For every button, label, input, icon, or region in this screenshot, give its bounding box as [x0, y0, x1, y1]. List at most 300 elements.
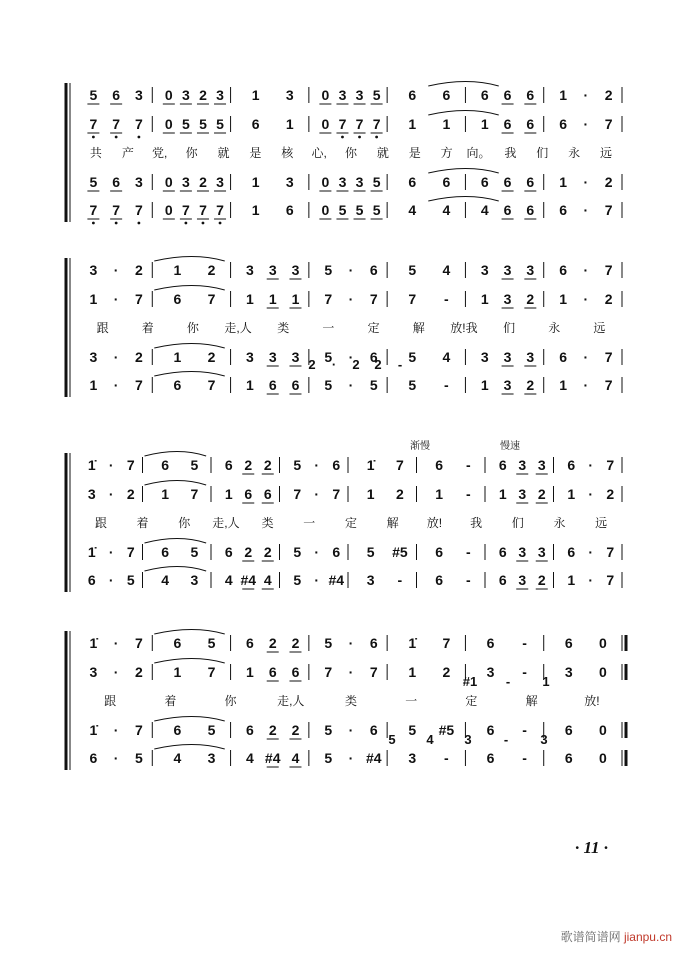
- note: 6: [173, 635, 182, 651]
- note: 1: [408, 664, 417, 680]
- watermark-url: jianpu.cn: [623, 930, 672, 944]
- note: 3: [503, 291, 512, 307]
- lyric-syllable: 你: [344, 146, 358, 160]
- note: 6: [567, 544, 576, 560]
- note: 1: [161, 486, 170, 502]
- note: 6: [161, 457, 170, 473]
- note: 3: [246, 349, 254, 365]
- note: 3: [518, 544, 527, 560]
- note: 3: [135, 174, 143, 190]
- divisi-note: 5: [388, 732, 396, 747]
- note: 1: [480, 291, 489, 307]
- note: 6: [480, 87, 489, 103]
- slur: [154, 630, 224, 635]
- note: ·: [113, 722, 119, 738]
- note: 5: [181, 116, 190, 132]
- note: ·: [348, 722, 354, 738]
- note: 7: [89, 202, 98, 218]
- note: 6: [285, 202, 294, 218]
- note: 2: [199, 87, 207, 103]
- note: 7: [112, 202, 121, 218]
- note: 1: [89, 291, 98, 307]
- note: #4: [264, 750, 281, 766]
- note: 7: [604, 262, 613, 278]
- note: 5: [408, 377, 417, 393]
- note: 1: [559, 377, 567, 393]
- lyric-syllable: 是: [408, 146, 421, 160]
- low-octave-dot: [375, 136, 378, 139]
- note: 2: [537, 486, 546, 502]
- note: 6: [332, 544, 341, 560]
- note: 5: [135, 750, 143, 766]
- note: 7: [199, 202, 207, 218]
- note: 6: [161, 544, 170, 560]
- note: 7: [369, 664, 378, 680]
- note: 7: [112, 116, 121, 132]
- note: 0: [321, 202, 330, 218]
- note: -: [522, 722, 527, 738]
- note: 1: [480, 116, 489, 132]
- note: 3: [486, 664, 495, 680]
- note: ·: [348, 349, 354, 365]
- lyric-syllable: 跟: [94, 516, 107, 530]
- note: 4: [291, 750, 300, 766]
- divisi-note: 2: [308, 357, 316, 372]
- note: 5: [199, 116, 207, 132]
- note: 6: [246, 722, 254, 738]
- note: 1: [173, 262, 182, 278]
- note: ·: [113, 635, 119, 651]
- note: 4: [224, 572, 233, 588]
- note: 5: [366, 544, 375, 560]
- note: 0: [321, 116, 330, 132]
- note: 5: [324, 722, 333, 738]
- note: 0: [164, 174, 173, 190]
- note: 3: [268, 262, 277, 278]
- note: ·: [108, 457, 114, 473]
- note: ·: [108, 572, 114, 588]
- lyric-syllable: 你: [224, 694, 237, 708]
- note: 0: [164, 116, 173, 132]
- note: #5: [392, 544, 408, 560]
- note: 6: [173, 291, 182, 307]
- divisi-note: #1: [462, 674, 478, 689]
- note: 7: [324, 664, 333, 680]
- note: 2: [604, 174, 613, 190]
- lyric-syllable: 走,人: [224, 321, 252, 335]
- note: 6: [251, 116, 260, 132]
- note: 5: [408, 722, 417, 738]
- slur: [154, 659, 224, 664]
- note: 7: [606, 572, 615, 588]
- note: 3: [338, 174, 347, 190]
- note: -: [466, 572, 471, 588]
- divisi-note: 2: [374, 357, 382, 372]
- note: 1: [435, 486, 444, 502]
- watermark: [561, 928, 672, 945]
- lyric-syllable: 永: [553, 516, 566, 530]
- note: 3: [87, 486, 96, 502]
- note: 1: [498, 486, 507, 502]
- note: 7: [372, 116, 381, 132]
- low-octave-dot: [115, 136, 118, 139]
- note: 6: [268, 664, 277, 680]
- note: 4: [442, 349, 451, 365]
- low-octave-dot: [358, 136, 361, 139]
- note: 5: [126, 572, 135, 588]
- note: 0: [599, 750, 607, 766]
- note: ·: [314, 486, 320, 502]
- note: 0: [321, 174, 330, 190]
- note: -: [397, 572, 403, 588]
- note: 5: [324, 377, 333, 393]
- note: 1: [246, 377, 254, 393]
- note: ·: [588, 486, 594, 502]
- note: 6: [87, 572, 96, 588]
- slur: [145, 539, 207, 544]
- note: 3: [190, 572, 199, 588]
- note: 2: [442, 664, 451, 680]
- note: 1̇: [408, 635, 417, 651]
- note: 5: [324, 262, 333, 278]
- note: 6: [498, 544, 507, 560]
- note: ·: [314, 544, 320, 560]
- lyric-syllable: 永: [568, 146, 581, 160]
- slur: [428, 197, 498, 202]
- lyric-syllable: 向。: [466, 146, 491, 160]
- low-octave-dot: [92, 136, 95, 139]
- divisi-note: 2: [352, 357, 360, 372]
- note: 3: [518, 486, 527, 502]
- note: 1: [246, 291, 254, 307]
- note: -: [444, 750, 449, 766]
- note: 1: [251, 202, 260, 218]
- note: 6: [369, 262, 378, 278]
- note: 7: [216, 202, 224, 218]
- note: 3: [526, 349, 535, 365]
- lyric-syllable: 你: [185, 146, 198, 160]
- note: 6: [486, 750, 495, 766]
- note: 6: [244, 486, 253, 502]
- note: 7: [606, 457, 615, 473]
- note: 5: [372, 202, 381, 218]
- note: 6: [268, 377, 277, 393]
- slur: [154, 745, 224, 750]
- note: ·: [348, 291, 354, 307]
- lyric-syllable: 永: [548, 321, 561, 335]
- note: 7: [604, 116, 613, 132]
- note: 5: [408, 349, 417, 365]
- note: 3: [355, 174, 364, 190]
- note: 7: [190, 486, 199, 502]
- note: 7: [126, 457, 135, 473]
- note: 4: [408, 202, 417, 218]
- note: 6: [263, 486, 272, 502]
- note: 5: [89, 87, 98, 103]
- lyric-syllable: 你: [186, 321, 199, 335]
- note: 7: [207, 291, 216, 307]
- lyric-syllable: 一: [303, 516, 316, 530]
- note: 0: [599, 722, 607, 738]
- note: 1̇: [87, 457, 96, 473]
- note: ·: [348, 750, 354, 766]
- note: 6: [567, 457, 576, 473]
- note: ·: [583, 291, 589, 307]
- note: ·: [348, 377, 354, 393]
- note: 7: [606, 544, 615, 560]
- note: 5: [372, 174, 381, 190]
- note: 1: [246, 664, 254, 680]
- lyric-syllable: 类: [261, 516, 274, 530]
- slur: [428, 169, 498, 174]
- note: 6: [435, 544, 444, 560]
- note: 7: [324, 291, 333, 307]
- note: 7: [135, 291, 143, 307]
- lyric-syllable: 定: [367, 321, 380, 335]
- note: 3: [355, 87, 364, 103]
- low-octave-dot: [202, 222, 205, 225]
- note: 5: [293, 457, 302, 473]
- note: 2: [537, 572, 546, 588]
- note: 1: [559, 87, 567, 103]
- note: 1̇: [87, 544, 96, 560]
- note: 6: [435, 572, 444, 588]
- note: 2: [604, 291, 613, 307]
- note: 6: [526, 202, 535, 218]
- note: 1̇: [366, 457, 375, 473]
- note: 1: [173, 349, 182, 365]
- note: 0: [164, 202, 173, 218]
- lyric-syllable: 们: [536, 146, 549, 160]
- note: 3: [338, 87, 347, 103]
- note: 7: [135, 635, 143, 651]
- note: 7: [181, 202, 190, 218]
- note: 7: [369, 291, 378, 307]
- note: 3: [181, 87, 190, 103]
- slur: [154, 344, 224, 349]
- note: ·: [113, 664, 119, 680]
- note: 7: [442, 635, 451, 651]
- note: 1: [89, 377, 98, 393]
- note: 6: [369, 722, 378, 738]
- note: 1: [559, 291, 567, 307]
- note: -: [444, 291, 449, 307]
- slur: [428, 111, 498, 116]
- tempo-mark-rit: 渐慢: [410, 441, 430, 452]
- slur: [428, 82, 498, 87]
- note: 2: [263, 457, 272, 473]
- note: 6: [559, 262, 567, 278]
- lyric-syllable: 解: [412, 321, 425, 335]
- note: 3: [518, 457, 527, 473]
- note: 5: [408, 262, 417, 278]
- note: 5: [293, 544, 302, 560]
- lyric-syllable: 类: [344, 694, 358, 708]
- note: 6: [89, 750, 98, 766]
- note: 7: [604, 349, 613, 365]
- note: 2: [604, 87, 613, 103]
- note: 5: [324, 635, 333, 651]
- note: 4: [442, 202, 451, 218]
- note: #4: [240, 572, 257, 588]
- divisi-note: 3: [464, 732, 472, 747]
- note: 7: [135, 722, 143, 738]
- lyric-syllable: 我: [470, 516, 483, 530]
- lyric-syllable: 跟: [104, 694, 117, 708]
- slur: [145, 452, 207, 457]
- lyric-syllable: 产: [121, 146, 134, 160]
- note: 6: [559, 116, 567, 132]
- note: ·: [113, 291, 119, 307]
- note: 1: [567, 572, 576, 588]
- note: 5: [355, 202, 364, 218]
- note: 2: [526, 377, 535, 393]
- note: 6: [369, 349, 378, 365]
- note: 6: [503, 87, 512, 103]
- note: 3: [503, 349, 512, 365]
- note: 6: [498, 572, 507, 588]
- note: 1: [567, 486, 576, 502]
- note: 2: [244, 544, 253, 560]
- note: 2: [291, 635, 300, 651]
- note: 5: [369, 377, 378, 393]
- note: 3: [564, 664, 573, 680]
- note: 3: [181, 174, 190, 190]
- lyric-syllable: 们: [503, 321, 516, 335]
- note: 3: [291, 349, 300, 365]
- note: ·: [113, 750, 119, 766]
- note: 2: [135, 349, 143, 365]
- note: ·: [588, 544, 594, 560]
- note: 2: [526, 291, 535, 307]
- note: 6: [564, 750, 573, 766]
- note: 6: [486, 635, 495, 651]
- note: 5: [324, 349, 333, 365]
- lyric-syllable: 定: [344, 516, 358, 530]
- note: 7: [408, 291, 417, 307]
- note: ·: [583, 87, 589, 103]
- note: 2: [199, 174, 207, 190]
- note: 7: [355, 116, 364, 132]
- note: ·: [588, 572, 594, 588]
- note: 7: [338, 116, 347, 132]
- lyric-syllable: 就: [376, 146, 389, 160]
- lyric-syllable: 定: [465, 694, 478, 708]
- lyric-syllable: 方: [440, 146, 453, 160]
- lyric-syllable: 跟: [96, 321, 109, 335]
- note: 1: [480, 377, 489, 393]
- note: 6: [486, 722, 495, 738]
- note: ·: [314, 572, 320, 588]
- note: 6: [435, 457, 444, 473]
- note: 6: [408, 87, 417, 103]
- note: ·: [588, 457, 594, 473]
- lyric-syllable: 们: [511, 516, 524, 530]
- lyric-syllable: 着: [164, 694, 177, 708]
- note: 1: [224, 486, 233, 502]
- note: 2: [207, 349, 216, 365]
- lyric-syllable: 放!: [426, 516, 443, 530]
- note: #4: [365, 750, 382, 766]
- note: 6: [246, 635, 254, 651]
- note: 5: [89, 174, 98, 190]
- note: 3: [480, 349, 489, 365]
- lyric-syllable: 是: [249, 146, 262, 160]
- divisi-note: -: [397, 357, 403, 372]
- note: -: [466, 457, 471, 473]
- note: 6: [112, 174, 121, 190]
- note: 6: [173, 377, 182, 393]
- note: 7: [604, 202, 613, 218]
- note: 3: [537, 544, 546, 560]
- note: ·: [583, 202, 589, 218]
- note: 2: [244, 457, 253, 473]
- note: ·: [583, 377, 589, 393]
- note: 7: [332, 486, 341, 502]
- lyric-syllable: 一: [322, 321, 335, 335]
- note: -: [466, 486, 471, 502]
- note: 6: [224, 544, 233, 560]
- lyric-syllable: 一: [405, 694, 418, 708]
- note: 2: [268, 722, 277, 738]
- lyric-syllable: 我: [504, 146, 517, 160]
- low-octave-dot: [115, 222, 118, 225]
- note: 5: [324, 750, 333, 766]
- note: 3: [503, 377, 512, 393]
- note: 6: [224, 457, 233, 473]
- note: 2: [263, 544, 272, 560]
- note: 6: [503, 116, 512, 132]
- note: ·: [113, 349, 119, 365]
- lyric-syllable: 走,人: [212, 516, 240, 530]
- note: 1: [173, 664, 182, 680]
- note: 7: [135, 377, 143, 393]
- note: 2: [395, 486, 404, 502]
- lyric-syllable: 核: [281, 146, 294, 160]
- note: 3: [480, 262, 489, 278]
- note: 3: [89, 664, 98, 680]
- slur: [154, 257, 224, 262]
- note: 3: [246, 262, 254, 278]
- note: 4: [246, 750, 254, 766]
- note: ·: [348, 635, 354, 651]
- note: 0: [599, 635, 607, 651]
- note: 6: [442, 174, 451, 190]
- note: 4: [263, 572, 272, 588]
- note: 6: [559, 202, 567, 218]
- note: ·: [113, 262, 119, 278]
- lyric-syllable: 你: [178, 516, 191, 530]
- note: 4: [161, 572, 170, 588]
- note: 5: [372, 87, 381, 103]
- note: 7: [135, 202, 143, 218]
- note: ·: [113, 377, 119, 393]
- note: 7: [207, 664, 216, 680]
- lyric-syllable: 放!: [584, 694, 600, 708]
- low-octave-dot: [219, 222, 222, 225]
- note: 2: [606, 486, 615, 502]
- note: 2: [207, 262, 216, 278]
- note: 3: [285, 174, 294, 190]
- note: #4: [328, 572, 345, 588]
- note: 3: [408, 750, 417, 766]
- note: #5: [438, 722, 455, 738]
- note: 3: [89, 262, 98, 278]
- note: -: [522, 664, 527, 680]
- note: 1: [251, 87, 260, 103]
- note: 3: [207, 750, 216, 766]
- note: 3: [216, 87, 224, 103]
